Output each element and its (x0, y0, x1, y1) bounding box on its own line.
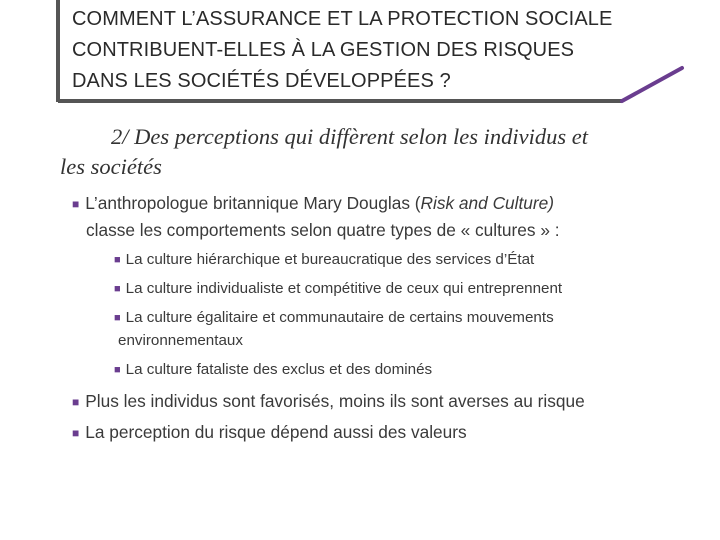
sub-bullet-text: La culture individualiste et compétitive de ceux qui entreprennent (125, 280, 563, 297)
slide-title (72, 4, 692, 97)
sub-bullet-text: La culture égalitaire et communautaire de certains mouvements (125, 309, 554, 326)
sub-bullet-hierarchique (114, 248, 534, 272)
subtitle-line: les sociétés (60, 154, 162, 179)
bullet-text: L’anthropologue britannique Mary Douglas ( (85, 193, 421, 213)
bullet-douglas-line2: classe les comportements selon quatre types de « cultures » : (86, 220, 560, 240)
bullet-douglas (72, 191, 554, 216)
square-bullet-icon: ■ (114, 283, 121, 295)
section-subtitle (60, 122, 680, 182)
sub-bullet-fataliste (114, 358, 432, 382)
sub-bullet-text: La culture fataliste des exclus et des dominés (125, 361, 433, 378)
square-bullet-icon: ■ (72, 197, 80, 211)
sub-bullet-individualiste (114, 277, 562, 301)
bullet-valeurs (72, 420, 467, 445)
square-bullet-icon: ■ (114, 364, 121, 376)
title-line: DANS LES SOCIÉTÉS DÉVELOPPÉES ? (72, 70, 451, 92)
square-bullet-icon: ■ (114, 254, 121, 266)
bullet-text: Plus les individus sont favorisés, moins ils sont averses au risque (85, 391, 585, 411)
sub-bullet-text: La culture hiérarchique et bureaucratique des services d’État (125, 251, 535, 268)
sub-bullet-egalitaire (114, 306, 554, 330)
bullet-favorises (72, 389, 585, 414)
book-title: Risk and Culture) (420, 193, 555, 213)
subtitle-line: 2/ Des perceptions qui diffèrent selon les individus et (111, 124, 589, 149)
sub-bullet-egalitaire-line2: environnementaux (118, 332, 243, 349)
square-bullet-icon: ■ (72, 395, 80, 409)
square-bullet-icon: ■ (72, 426, 80, 440)
title-line: CONTRIBUENT-ELLES À LA GESTION DES RISQUES (72, 39, 575, 61)
title-line: COMMENT L’ASSURANCE ET LA PROTECTION SOCIALE (72, 8, 613, 30)
square-bullet-icon: ■ (114, 312, 121, 324)
bullet-text: La perception du risque dépend aussi des valeurs (85, 422, 467, 442)
